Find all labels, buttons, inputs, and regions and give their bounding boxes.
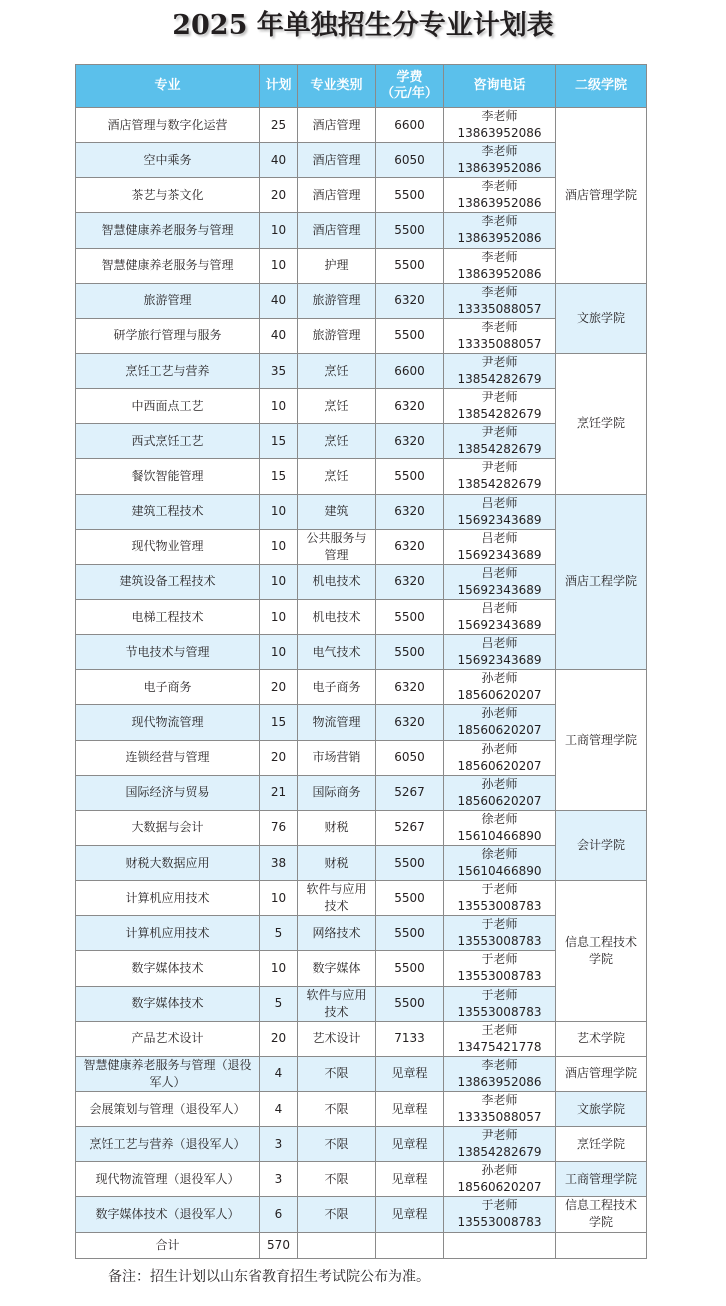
category-cell: 不限 — [298, 1197, 376, 1232]
college-cell: 艺术学院 — [556, 1021, 647, 1056]
category-cell: 财税 — [298, 810, 376, 845]
fee-cell: 6320 — [376, 670, 444, 705]
major-cell: 财税大数据应用 — [76, 845, 260, 880]
total-row — [76, 1232, 647, 1258]
category-cell: 软件与应用技术 — [298, 881, 376, 916]
fee-cell: 6600 — [376, 353, 444, 388]
total-label: 合计 — [76, 1232, 260, 1258]
contact-phone: 18560620207 — [457, 793, 542, 808]
contact-phone: 13854282679 — [457, 477, 542, 492]
page-title: 2025 年单独招生分专业计划表 — [172, 10, 554, 41]
table-row — [76, 1197, 647, 1232]
fee-cell: 5500 — [376, 881, 444, 916]
major-cell: 研学旅行管理与服务 — [76, 318, 260, 353]
contact-teacher: 李老师 — [481, 319, 518, 334]
table-row — [76, 670, 647, 705]
total-empty-cell — [556, 1232, 647, 1258]
plan-cell: 10 — [260, 213, 298, 248]
contact-teacher: 孙老师 — [481, 671, 518, 686]
contact-phone: 13335088057 — [457, 301, 542, 316]
fee-cell: 见章程 — [376, 1162, 444, 1197]
major-cell: 计算机应用技术 — [76, 916, 260, 951]
major-cell: 连锁经营与管理 — [76, 740, 260, 775]
college-cell: 酒店管理学院 — [556, 108, 647, 284]
contact-phone: 13475421778 — [457, 1039, 542, 1054]
header-plan: 计划 — [260, 65, 298, 108]
major-cell: 节电技术与管理 — [76, 635, 260, 670]
major-cell: 旅游管理 — [76, 283, 260, 318]
major-cell: 数字媒体技术 — [76, 951, 260, 986]
major-cell: 国际经济与贸易 — [76, 775, 260, 810]
total-plan: 570 — [260, 1232, 298, 1258]
contact-teacher: 于老师 — [481, 1198, 518, 1213]
major-cell: 餐饮智能管理 — [76, 459, 260, 494]
contact-cell — [444, 740, 556, 775]
college-cell: 烹饪学院 — [556, 1127, 647, 1162]
category-cell: 不限 — [298, 1127, 376, 1162]
contact-teacher: 尹老师 — [481, 355, 518, 370]
plan-cell: 76 — [260, 810, 298, 845]
major-cell: 数字媒体技术 — [76, 986, 260, 1021]
contact-phone: 13553008783 — [457, 969, 542, 984]
contact-phone: 13854282679 — [457, 372, 542, 387]
contact-teacher: 李老师 — [481, 144, 518, 159]
contact-teacher: 李老师 — [481, 1057, 518, 1072]
fee-cell: 5500 — [376, 845, 444, 880]
contact-cell — [444, 951, 556, 986]
category-cell: 酒店管理 — [298, 178, 376, 213]
contact-teacher: 徐老师 — [481, 847, 518, 862]
contact-teacher: 李老师 — [481, 249, 518, 264]
header-category: 专业类别 — [298, 65, 376, 108]
contact-teacher: 于老师 — [481, 952, 518, 967]
category-cell: 酒店管理 — [298, 143, 376, 178]
plan-cell: 3 — [260, 1162, 298, 1197]
table-row — [76, 881, 647, 916]
fee-cell: 见章程 — [376, 1127, 444, 1162]
contact-teacher: 尹老师 — [481, 390, 518, 405]
contact-cell — [444, 599, 556, 634]
contact-phone: 13553008783 — [457, 1004, 542, 1019]
fee-cell: 5500 — [376, 951, 444, 986]
plan-cell: 40 — [260, 283, 298, 318]
contact-phone: 13863952086 — [457, 161, 542, 176]
major-cell: 烹饪工艺与营养（退役军人） — [76, 1127, 260, 1162]
table-row — [76, 1021, 647, 1056]
contact-cell — [444, 916, 556, 951]
contact-teacher: 李老师 — [481, 109, 518, 124]
category-cell: 数字媒体 — [298, 951, 376, 986]
total-empty-cell — [376, 1232, 444, 1258]
category-cell: 烹饪 — [298, 353, 376, 388]
table-row — [76, 1162, 647, 1197]
header-major: 专业 — [76, 65, 260, 108]
plan-cell: 35 — [260, 353, 298, 388]
table-body — [76, 108, 647, 1259]
fee-cell: 6600 — [376, 108, 444, 143]
contact-cell — [444, 845, 556, 880]
major-cell: 会展策划与管理（退役军人） — [76, 1091, 260, 1126]
contact-cell — [444, 705, 556, 740]
major-cell: 数字媒体技术（退役军人） — [76, 1197, 260, 1232]
fee-cell: 6320 — [376, 529, 444, 564]
fee-cell: 6320 — [376, 424, 444, 459]
contact-teacher: 吕老师 — [481, 530, 518, 545]
fee-cell: 6320 — [376, 389, 444, 424]
plan-cell: 10 — [260, 951, 298, 986]
category-cell: 财税 — [298, 845, 376, 880]
major-cell: 产品艺术设计 — [76, 1021, 260, 1056]
category-cell: 不限 — [298, 1162, 376, 1197]
table-row — [76, 494, 647, 529]
contact-phone: 15692343689 — [457, 582, 542, 597]
category-cell: 烹饪 — [298, 424, 376, 459]
plan-cell: 5 — [260, 986, 298, 1021]
plan-cell: 10 — [260, 881, 298, 916]
college-cell: 工商管理学院 — [556, 1162, 647, 1197]
header-contact: 咨询电话 — [444, 65, 556, 108]
college-cell: 酒店工程学院 — [556, 494, 647, 670]
header-fee: 学费 （元/年） — [376, 65, 444, 108]
contact-teacher: 尹老师 — [481, 460, 518, 475]
fee-cell: 5500 — [376, 986, 444, 1021]
contact-teacher: 李老师 — [481, 284, 518, 299]
major-cell: 建筑设备工程技术 — [76, 564, 260, 599]
contact-phone: 18560620207 — [457, 688, 542, 703]
plan-cell: 15 — [260, 705, 298, 740]
contact-cell — [444, 1056, 556, 1091]
contact-cell — [444, 775, 556, 810]
plan-cell: 25 — [260, 108, 298, 143]
category-cell: 机电技术 — [298, 599, 376, 634]
college-cell: 工商管理学院 — [556, 670, 647, 811]
category-cell: 物流管理 — [298, 705, 376, 740]
contact-teacher: 李老师 — [481, 179, 518, 194]
contact-teacher: 于老师 — [481, 987, 518, 1002]
fee-cell: 见章程 — [376, 1056, 444, 1091]
category-cell: 网络技术 — [298, 916, 376, 951]
category-cell: 市场营销 — [298, 740, 376, 775]
plan-cell: 40 — [260, 318, 298, 353]
contact-cell — [444, 459, 556, 494]
contact-teacher: 孙老师 — [481, 776, 518, 791]
footnote: 备注：招生计划以山东省教育招生考试院公布为准。 — [108, 1269, 430, 1285]
contact-phone: 15610466890 — [457, 864, 542, 879]
major-cell: 电子商务 — [76, 670, 260, 705]
category-cell: 酒店管理 — [298, 108, 376, 143]
header-college: 二级学院 — [556, 65, 647, 108]
major-cell: 现代物流管理（退役军人） — [76, 1162, 260, 1197]
contact-phone: 13553008783 — [457, 934, 542, 949]
contact-phone: 13863952086 — [457, 266, 542, 281]
total-empty-cell — [298, 1232, 376, 1258]
contact-teacher: 于老师 — [481, 882, 518, 897]
college-cell: 信息工程技术学院 — [556, 881, 647, 1022]
fee-cell: 5500 — [376, 248, 444, 283]
major-cell: 智慧健康养老服务与管理 — [76, 213, 260, 248]
category-cell: 电气技术 — [298, 635, 376, 670]
fee-cell: 5500 — [376, 916, 444, 951]
fee-cell: 5267 — [376, 810, 444, 845]
table-row — [76, 1056, 647, 1091]
major-cell: 烹饪工艺与营养 — [76, 353, 260, 388]
category-cell: 国际商务 — [298, 775, 376, 810]
college-cell: 烹饪学院 — [556, 353, 647, 494]
contact-phone: 13553008783 — [457, 899, 542, 914]
fee-cell: 见章程 — [376, 1091, 444, 1126]
contact-phone: 15692343689 — [457, 618, 542, 633]
contact-cell — [444, 213, 556, 248]
contact-teacher: 孙老师 — [481, 741, 518, 756]
major-cell: 酒店管理与数字化运营 — [76, 108, 260, 143]
major-cell: 建筑工程技术 — [76, 494, 260, 529]
contact-teacher: 于老师 — [481, 917, 518, 932]
table-row — [76, 810, 647, 845]
category-cell: 酒店管理 — [298, 213, 376, 248]
fee-cell: 5267 — [376, 775, 444, 810]
plan-cell: 20 — [260, 670, 298, 705]
plan-cell: 3 — [260, 1127, 298, 1162]
category-cell: 建筑 — [298, 494, 376, 529]
major-cell: 智慧健康养老服务与管理 — [76, 248, 260, 283]
table-row — [76, 1127, 647, 1162]
category-cell: 艺术设计 — [298, 1021, 376, 1056]
plan-cell: 10 — [260, 248, 298, 283]
college-cell: 信息工程技术学院 — [556, 1197, 647, 1232]
major-cell: 现代物业管理 — [76, 529, 260, 564]
category-cell: 烹饪 — [298, 389, 376, 424]
contact-teacher: 尹老师 — [481, 425, 518, 440]
plan-cell: 4 — [260, 1056, 298, 1091]
category-cell: 旅游管理 — [298, 318, 376, 353]
major-cell: 计算机应用技术 — [76, 881, 260, 916]
college-cell: 会计学院 — [556, 810, 647, 880]
contact-cell — [444, 1021, 556, 1056]
contact-cell — [444, 494, 556, 529]
contact-phone: 15692343689 — [457, 547, 542, 562]
major-cell: 大数据与会计 — [76, 810, 260, 845]
contact-phone: 15610466890 — [457, 828, 542, 843]
fee-cell: 5500 — [376, 318, 444, 353]
fee-cell: 5500 — [376, 599, 444, 634]
contact-teacher: 尹老师 — [481, 1128, 518, 1143]
contact-phone: 15692343689 — [457, 653, 542, 668]
fee-cell: 5500 — [376, 635, 444, 670]
category-cell: 不限 — [298, 1091, 376, 1126]
plan-cell: 15 — [260, 424, 298, 459]
contact-teacher: 孙老师 — [481, 1163, 518, 1178]
contact-cell — [444, 635, 556, 670]
contact-cell — [444, 670, 556, 705]
contact-teacher: 吕老师 — [481, 601, 518, 616]
contact-teacher: 吕老师 — [481, 495, 518, 510]
major-cell: 智慧健康养老服务与管理（退役军人） — [76, 1056, 260, 1091]
contact-teacher: 徐老师 — [481, 811, 518, 826]
contact-phone: 13854282679 — [457, 407, 542, 422]
college-cell: 酒店管理学院 — [556, 1056, 647, 1091]
contact-cell — [444, 1162, 556, 1197]
plan-cell: 10 — [260, 599, 298, 634]
fee-cell: 6320 — [376, 494, 444, 529]
contact-teacher: 李老师 — [481, 214, 518, 229]
table-row — [76, 108, 647, 143]
plan-cell: 20 — [260, 1021, 298, 1056]
fee-cell: 见章程 — [376, 1197, 444, 1232]
major-cell: 现代物流管理 — [76, 705, 260, 740]
contact-teacher: 吕老师 — [481, 565, 518, 580]
fee-cell: 5500 — [376, 459, 444, 494]
category-cell: 电子商务 — [298, 670, 376, 705]
plan-cell: 6 — [260, 1197, 298, 1232]
major-cell: 西式烹饪工艺 — [76, 424, 260, 459]
plan-cell: 4 — [260, 1091, 298, 1126]
plan-cell: 10 — [260, 635, 298, 670]
plan-cell: 20 — [260, 178, 298, 213]
fee-cell: 6320 — [376, 705, 444, 740]
contact-cell — [444, 529, 556, 564]
category-cell: 不限 — [298, 1056, 376, 1091]
category-cell: 烹饪 — [298, 459, 376, 494]
plan-cell: 38 — [260, 845, 298, 880]
fee-cell: 5500 — [376, 213, 444, 248]
category-cell: 护理 — [298, 248, 376, 283]
major-cell: 中西面点工艺 — [76, 389, 260, 424]
contact-cell — [444, 881, 556, 916]
plan-cell: 20 — [260, 740, 298, 775]
category-cell: 公共服务与管理 — [298, 529, 376, 564]
contact-cell — [444, 143, 556, 178]
college-cell: 文旅学院 — [556, 283, 647, 353]
category-cell: 机电技术 — [298, 564, 376, 599]
contact-phone: 18560620207 — [457, 723, 542, 738]
contact-phone: 13854282679 — [457, 442, 542, 457]
fee-cell: 6320 — [376, 283, 444, 318]
contact-teacher: 吕老师 — [481, 636, 518, 651]
major-cell: 电梯工程技术 — [76, 599, 260, 634]
plan-cell: 40 — [260, 143, 298, 178]
contact-phone: 18560620207 — [457, 1180, 542, 1195]
contact-cell — [444, 108, 556, 143]
contact-cell — [444, 564, 556, 599]
fee-cell: 6320 — [376, 564, 444, 599]
contact-cell — [444, 1197, 556, 1232]
contact-cell — [444, 389, 556, 424]
contact-teacher: 李老师 — [481, 1093, 518, 1107]
contact-phone: 18560620207 — [457, 758, 542, 773]
contact-phone: 13863952086 — [457, 231, 542, 246]
category-cell: 软件与应用技术 — [298, 986, 376, 1021]
contact-phone: 13335088057 — [457, 1110, 542, 1124]
table-row — [76, 353, 647, 388]
contact-teacher: 孙老师 — [481, 706, 518, 721]
major-cell: 茶艺与茶文化 — [76, 178, 260, 213]
plan-cell: 10 — [260, 529, 298, 564]
contact-teacher: 王老师 — [481, 1022, 518, 1037]
enrollment-plan-table — [75, 64, 647, 1259]
total-empty-cell — [444, 1232, 556, 1258]
contact-phone: 15692343689 — [457, 512, 542, 527]
contact-cell — [444, 248, 556, 283]
contact-phone: 13863952086 — [457, 126, 542, 141]
contact-phone: 13335088057 — [457, 336, 542, 351]
plan-cell: 15 — [260, 459, 298, 494]
plan-cell: 10 — [260, 494, 298, 529]
table-header-row — [76, 65, 647, 108]
table-row — [76, 283, 647, 318]
table-row — [76, 1091, 647, 1126]
contact-cell — [444, 424, 556, 459]
plan-cell: 5 — [260, 916, 298, 951]
fee-cell: 7133 — [376, 1021, 444, 1056]
contact-phone: 13863952086 — [457, 1074, 542, 1089]
fee-cell: 5500 — [376, 178, 444, 213]
category-cell: 旅游管理 — [298, 283, 376, 318]
contact-cell — [444, 986, 556, 1021]
contact-cell — [444, 318, 556, 353]
plan-cell: 21 — [260, 775, 298, 810]
contact-cell — [444, 178, 556, 213]
contact-phone: 13863952086 — [457, 196, 542, 211]
fee-cell: 6050 — [376, 740, 444, 775]
fee-cell: 6050 — [376, 143, 444, 178]
contact-cell — [444, 353, 556, 388]
college-cell: 文旅学院 — [556, 1091, 647, 1126]
contact-cell — [444, 283, 556, 318]
contact-cell — [444, 810, 556, 845]
plan-cell: 10 — [260, 564, 298, 599]
contact-cell — [444, 1091, 556, 1126]
contact-phone: 13553008783 — [457, 1215, 542, 1230]
plan-cell: 10 — [260, 389, 298, 424]
major-cell: 空中乘务 — [76, 143, 260, 178]
contact-cell — [444, 1127, 556, 1162]
contact-phone: 13854282679 — [457, 1145, 542, 1160]
